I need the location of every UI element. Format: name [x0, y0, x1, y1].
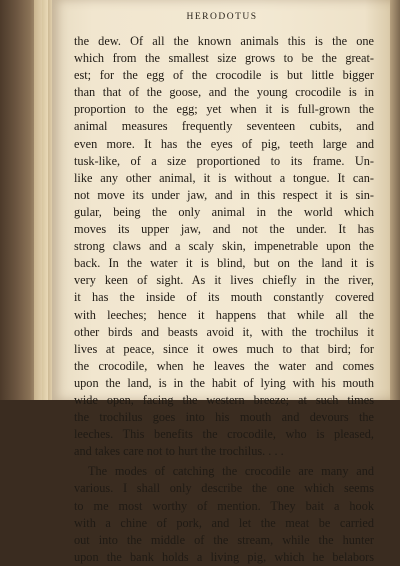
text-line: other birds and beasts avoid it, with the trochilus it: [74, 324, 374, 339]
text-line: the trochilus goes into his mouth and devours the: [74, 410, 374, 425]
text-line: leeches. This benefits the crocodile, who is pleased,: [74, 427, 374, 442]
text-line: the dew. Of all the known animals this is the one: [74, 34, 374, 48]
running-head: HERODOTUS: [186, 12, 258, 22]
text-line: est; for the egg of the crocodile is but little bigger: [74, 68, 374, 83]
text-line: even more. It has the eyes of pig, teeth large and: [74, 136, 374, 151]
text-line: the crocodile, when he leaves the water and comes: [74, 358, 374, 373]
text-line: with a chine of pork, and let the meat be carried: [74, 515, 374, 530]
page-body: [74, 33, 374, 566]
text-line: very keen of sight. As it lives chiefly in the river,: [74, 273, 374, 288]
text-line: tusk-like, of a size proportioned to its frame. Un-: [74, 153, 374, 168]
text-line: animal measures frequently seventeen cubits, and: [74, 119, 374, 134]
text-line: and takes care not to hurt the trochilus. . . .: [74, 444, 284, 459]
text-line: proportion to the egg; yet when it is full-grown the: [74, 102, 374, 117]
book-page: [52, 0, 392, 564]
text-line: to me most worthy of mention. They bait a hook: [74, 498, 374, 513]
text-line: various. I shall only describe the one which seems: [74, 481, 374, 496]
text-line: it has the inside of its mouth constantly covered: [74, 290, 374, 305]
text-line: wide open, facing the western breeze; at such times: [74, 392, 374, 407]
text-line: back. In the water it is blind, but on the land it is: [74, 256, 374, 271]
text-line: with leeches; hence it happens that while all the: [74, 307, 374, 322]
text-line: upon the land, is in the habit of lying with his mouth: [74, 375, 374, 390]
text-line: out into the middle of the stream, while the hunter: [74, 532, 374, 547]
text-line: like any other animal, it is without a tongue. It can-: [74, 170, 374, 185]
paragraph: [74, 463, 374, 566]
text-line: not move its under jaw, and in this respect it is sin-: [74, 187, 374, 202]
text-line: which from the smallest size grows to be the great-: [74, 51, 374, 66]
text-line: The modes of catching the crocodile are many and: [88, 464, 374, 479]
text-line: upon the bank holds a living pig, which he belabors: [74, 549, 374, 564]
text-line: moves its upper jaw, and not the under. It has: [74, 222, 374, 237]
text-line: than that of the goose, and the young crocodile is in: [74, 85, 374, 100]
text-line: gular, being the only animal in the world which: [74, 204, 374, 219]
paragraph: [74, 33, 374, 460]
text-line: lives at peace, since it owes much to that bird; for: [74, 341, 374, 356]
text-line: strong claws and a scaly skin, impenetrable upon the: [74, 239, 374, 254]
page-right-edge: [390, 0, 400, 400]
